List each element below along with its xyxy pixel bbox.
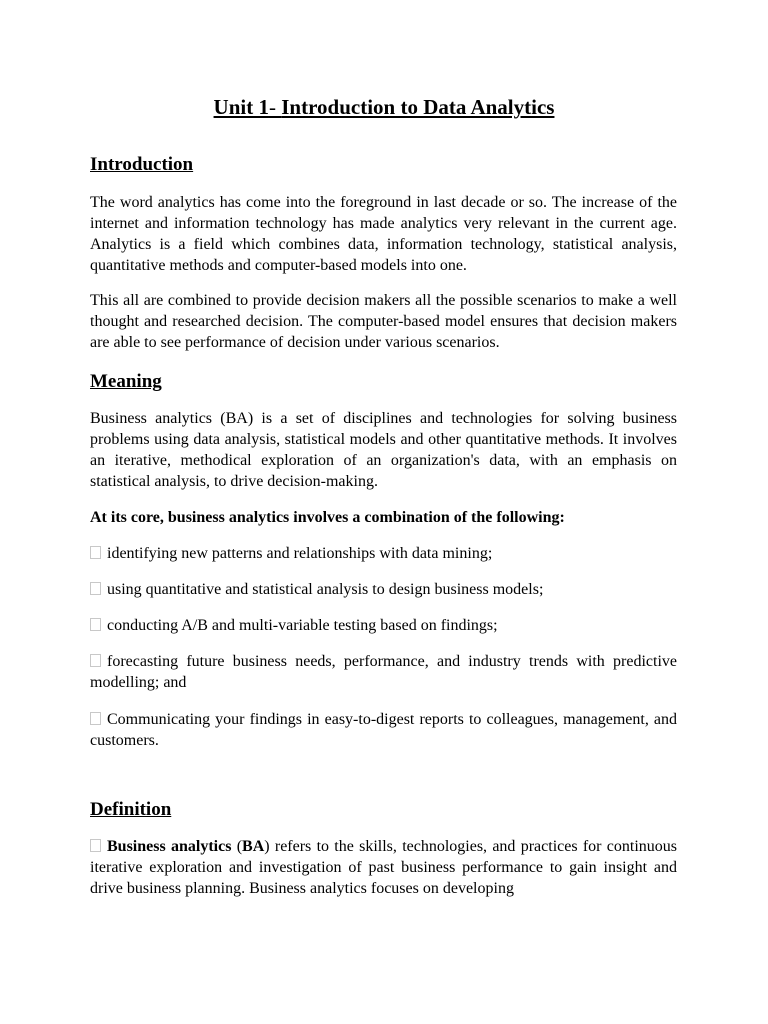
bullet-text: forecasting future business needs, performance, and industry trends with predictive modelling; and bbox=[90, 653, 677, 691]
bullet-text: conducting A/B and multi-variable testing based on findings; bbox=[107, 617, 498, 634]
bullet-text: using quantitative and statistical analysis to design business models; bbox=[107, 581, 544, 598]
bullet-text: Communicating your findings in easy-to-digest reports to colleagues, management, and customers. bbox=[90, 711, 677, 749]
bullet-item bbox=[90, 651, 677, 693]
title-text: Introduction to Data Analytics bbox=[281, 95, 555, 119]
bullet-item bbox=[90, 615, 677, 636]
definition-heading: Definition bbox=[90, 799, 172, 820]
bullet-box-icon bbox=[90, 546, 101, 559]
bullet-item bbox=[90, 579, 677, 600]
bullet-box-icon bbox=[90, 654, 101, 667]
bullet-box-icon bbox=[90, 712, 101, 725]
bullet-box-icon bbox=[90, 582, 101, 595]
meaning-paragraph: Business analytics (BA) is a set of disciplines and technologies for solving business problems using data analysis, statistical models and other quantitative methods. It involves an iterative, methodical exploration of an organization's data, with an emphasis on statistical analysis, to drive decision-making. bbox=[90, 410, 677, 490]
meaning-core-statement: At its core, business analytics involves a combination of the following: bbox=[90, 509, 565, 526]
introduction-heading: Introduction bbox=[90, 154, 194, 175]
definition-open-paren: ( bbox=[231, 838, 243, 855]
introduction-paragraph-1: The word analytics has come into the foreground in last decade or so. The increase of the internet and information technology has made analytics very relevant in the current age. Analytics is a field which combines data, information technology, statistical analysis, quantitative methods and computer-based models into one. bbox=[90, 194, 677, 274]
introduction-paragraph-2: This all are combined to provide decision makers all the possible scenarios to make a well thought and researched decision. The computer-based model ensures that decision makers are able to see performance of decision under various scenarios. bbox=[90, 292, 677, 351]
bullet-box-icon bbox=[90, 839, 101, 852]
bullet-item bbox=[90, 709, 677, 751]
title-unit: Unit 1 bbox=[213, 95, 269, 119]
meaning-heading: Meaning bbox=[90, 371, 162, 392]
title-dash: - bbox=[268, 95, 282, 119]
bullet-box-icon bbox=[90, 618, 101, 631]
definition-close-paren: ) bbox=[264, 838, 270, 855]
bullet-text: identifying new patterns and relationships with data mining; bbox=[107, 545, 493, 562]
definition-abbreviation: BA bbox=[242, 838, 265, 855]
definition-term: Business analytics bbox=[107, 838, 232, 855]
page-title bbox=[0, 94, 768, 120]
definition-paragraph bbox=[90, 836, 677, 899]
definition-text: refers to the skills, technologies, and practices for continuous iterative exploration and investigation of past business performance to gain insight and drive business planning. Business analytics focuses on developing bbox=[90, 838, 678, 897]
bullet-item bbox=[90, 543, 677, 564]
